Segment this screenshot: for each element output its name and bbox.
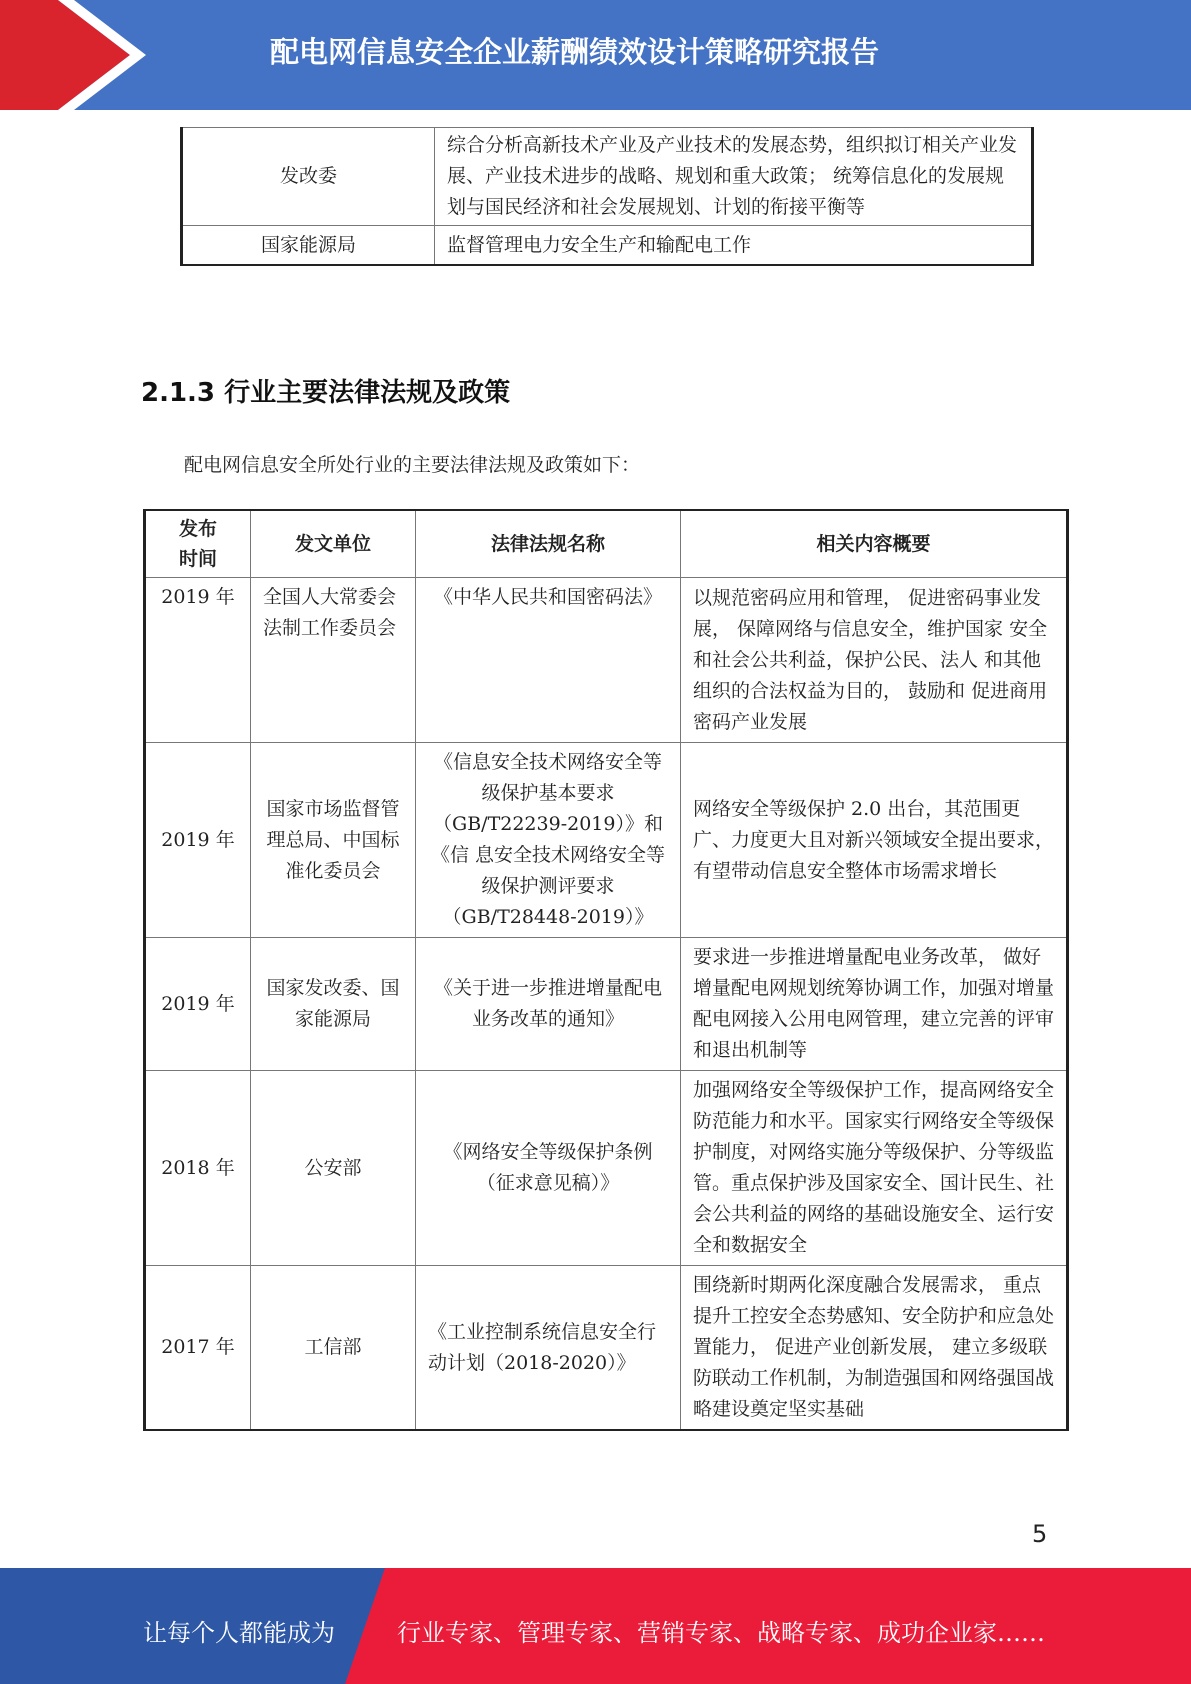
header-date: 发布时间 xyxy=(145,510,251,578)
table-header-row xyxy=(145,510,1068,578)
header-summary: 相关内容概要 xyxy=(681,510,1068,578)
org-cell: 国家能源局 xyxy=(182,226,435,266)
date-cell: 2017 年 xyxy=(145,1266,251,1431)
issuer-cell: 国家发改委、国家能源局 xyxy=(251,938,416,1071)
responsibility-table xyxy=(180,127,1034,266)
law-cell: 《工业控制系统信息安全行动计划（2018-2020）》 xyxy=(416,1266,681,1431)
law-cell: 《中华人民共和国密码法》 xyxy=(416,578,681,743)
table-row xyxy=(145,1266,1068,1431)
page-footer xyxy=(0,1568,1191,1684)
summary-cell: 以规范密码应用和管理， 促进密码事业发展， 保障网络与信息安全，维护国家 安全和社会公共利益，保护公民、法人 和其他组织的合法权益为目的， 鼓励和 促进商用密码产业发展 xyxy=(681,578,1068,743)
header-arrow-decoration xyxy=(0,0,150,110)
duty-cell: 监督管理电力安全生产和输配电工作 xyxy=(435,226,1033,266)
law-cell: 《关于进一步推进增量配电业务改革的通知》 xyxy=(416,938,681,1071)
page-header xyxy=(0,0,1191,110)
law-cell: 《网络安全等级保护条例（征求意见稿）》 xyxy=(416,1071,681,1266)
date-cell: 2019 年 xyxy=(145,938,251,1071)
law-cell: 《信息安全技术网络安全等级保护基本要求（GB/T22239-2019）》和《信 息安全技术网络安全等级保护测评要求（GB/T28448-2019）》 xyxy=(416,743,681,938)
summary-cell: 要求进一步推进增量配电业务改革， 做好增量配电网规划统筹协调工作，加强对增量配电网接入公用电网管理，建立完善的评审和退出机制等 xyxy=(681,938,1068,1071)
table-row xyxy=(145,1071,1068,1266)
section-intro: 配电网信息安全所处行业的主要法律法规及政策如下： xyxy=(184,454,641,476)
issuer-cell: 全国人大常委会法制工作委员会 xyxy=(251,578,416,743)
footer-slogan-right: 行业专家、管理专家、营销专家、战略专家、成功企业家…… xyxy=(397,1619,1045,1647)
duty-cell: 综合分析高新技术产业及产业技术的发展态势，组织拟订相关产业发展、产业技术进步的战略、规划和重大政策； 统筹信息化的发展规划与国民经济和社会发展规划、计划的衔接平衡等 xyxy=(435,128,1033,226)
summary-cell: 加强网络安全等级保护工作，提高网络安全防范能力和水平。国家实行网络安全等级保护制度，对网络实施分等级保护、分等级监管。重点保护涉及国家安全、国计民生、社会公共利益的网络的基础设施安全、运行安全和数据安全 xyxy=(681,1071,1068,1266)
table-row xyxy=(145,743,1068,938)
issuer-cell: 工信部 xyxy=(251,1266,416,1431)
table-row xyxy=(145,578,1068,743)
header-issuer: 发文单位 xyxy=(251,510,416,578)
footer-slogan-left: 让每个人都能成为 xyxy=(143,1619,335,1647)
summary-cell: 围绕新时期两化深度融合发展需求， 重点提升工控安全态势感知、安全防护和应急处置能力， 促进产业创新发展， 建立多级联防联动工作机制，为制造强国和网络强国战略建设奠定坚实基础 xyxy=(681,1266,1068,1431)
org-cell: 发改委 xyxy=(182,128,435,226)
table-row xyxy=(182,226,1033,266)
policy-table xyxy=(143,509,1069,1431)
header-law: 法律法规名称 xyxy=(416,510,681,578)
section-heading: 2.1.3 行业主要法律法规及政策 xyxy=(141,378,511,408)
page-number: 5 xyxy=(1032,1520,1048,1548)
issuer-cell: 公安部 xyxy=(251,1071,416,1266)
document-title: 配电网信息安全企业薪酬绩效设计策略研究报告 xyxy=(270,35,880,69)
date-cell: 2019 年 xyxy=(145,578,251,743)
summary-cell: 网络安全等级保护 2.0 出台，其范围更广、力度更大且对新兴领域安全提出要求，有望带动信息安全整体市场需求增长 xyxy=(681,743,1068,938)
table-row xyxy=(145,938,1068,1071)
table-row xyxy=(182,128,1033,226)
date-cell: 2019 年 xyxy=(145,743,251,938)
date-cell: 2018 年 xyxy=(145,1071,251,1266)
issuer-cell: 国家市场监督管理总局、中国标准化委员会 xyxy=(251,743,416,938)
